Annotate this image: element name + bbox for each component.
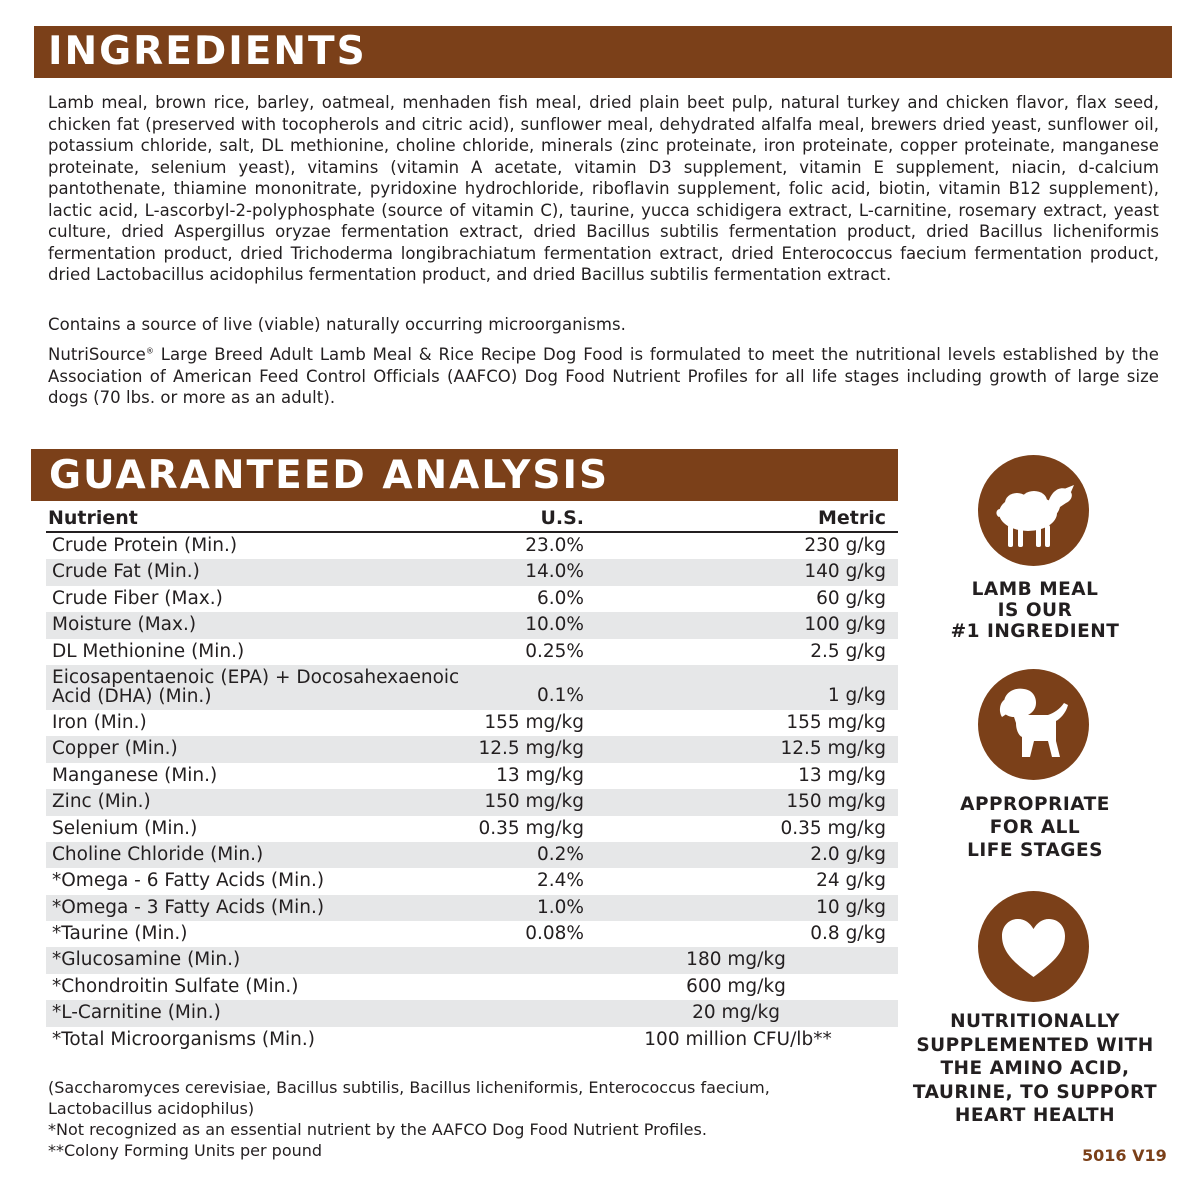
table-row [46, 710, 898, 736]
nutrient-name: Iron (Min.) [52, 711, 147, 733]
table-row [46, 789, 898, 815]
metric-value: 150 mg/kg [786, 791, 886, 813]
caption-line: THE AMINO ACID, [940, 1058, 1130, 1079]
nutrient-name: Moisture (Max.) [52, 614, 197, 636]
us-value: 23.0% [525, 535, 584, 556]
table-row [46, 586, 898, 612]
table-row [46, 921, 898, 947]
table-row [46, 559, 898, 585]
heart-icon [978, 891, 1089, 1002]
metric-value: 100 g/kg [804, 614, 886, 636]
nutrient-name: *Omega - 6 Fatty Acids (Min.) [52, 870, 325, 892]
us-value: 12.5 mg/kg [478, 738, 584, 760]
table-row [46, 974, 898, 1000]
combined-value: 600 mg/kg [686, 975, 786, 997]
us-value: 150 mg/kg [484, 791, 584, 813]
nutrient-name: DL Methionine (Min.) [52, 640, 245, 662]
metric-value: 155 mg/kg [786, 711, 886, 733]
table-row [46, 1027, 898, 1053]
aafco-statement-text: Large Breed Adult Lamb Meal & Rice Recipe Dog Food is formulated to meet the nutritional levels established by the Association of American Feed Control Officials (AAFCO) Dog Food Nutrient Profiles for all life stages including growth of large size dogs (70 lbs. or more as an adult). [48, 345, 1159, 407]
us-value: 0.25% [525, 640, 584, 662]
metric-value: 0.8 g/kg [810, 923, 886, 945]
nutrient-name: Crude Protein (Min.) [52, 535, 238, 556]
nutrient-name: Crude Fat (Min.) [52, 561, 200, 583]
metric-value: 1 g/kg [827, 684, 886, 706]
metric-value: 10 g/kg [816, 896, 886, 918]
ingredients-list: Lamb meal, brown rice, barley, oatmeal, menhaden fish meal, dried plain beet pulp, natural turkey and chicken flavor, flax seed, chicken fat (preserved with tocopherols and citric acid), sunflower meal, dehydrated alfalfa meal, brewers dried yeast, sunflower oil, potassium chloride, salt, DL methionine, choline chloride, minerals (zinc proteinate, iron proteinate, copper proteinate, manganese proteinate, selenium yeast), vitamins (vitamin A acetate, vitamin D3 supplement, vitamin E supplement, niacin, d-calcium pantothenate, thiamine mononitrate, pyridoxine hydrochloride, riboflavin supplement, folic acid, biotin, vitamin B12 supplement), lactic acid, L-ascorbyl-2-polyphosphate (source of vitamin C), taurine, yucca schidigera extract, L-carnitine, rosemary extract, yeast culture, dried Aspergillus oryzae fermentation extract, dried Bacillus subtilis fermentation product, dried Bacillus licheniformis fermentation product, dried Trichoderma longibrachiatum fermentation extract, dried Enterococcus faecium fermentation product, dried Lactobacillus acidophilus fermentation product, and dried Bacillus subtilis fermentation extract. [48, 93, 1159, 284]
registered-mark: ® [145, 346, 154, 356]
nutrient-name: *Total Microorganisms (Min.) [52, 1028, 315, 1050]
caption-line: NUTRITIONALLY [950, 1011, 1120, 1032]
us-value: 14.0% [525, 561, 584, 583]
header-us: U.S. [540, 507, 584, 529]
table-row [46, 533, 898, 559]
footnote-not-essential: *Not recognized as an essential nutrient by the AAFCO Dog Food Nutrient Profiles. [48, 1120, 707, 1139]
table-row [46, 842, 898, 868]
lamb-badge-caption [910, 579, 1160, 642]
us-value: 0.35 mg/kg [478, 817, 584, 839]
footnote-cfu: **Colony Forming Units per pound [48, 1141, 323, 1160]
table-row [46, 736, 898, 762]
version-code: 5016 V19 [1082, 1146, 1167, 1165]
us-value: 10.0% [525, 614, 584, 636]
combined-value: 180 mg/kg [686, 949, 786, 971]
us-value: 155 mg/kg [484, 711, 584, 733]
caption-line: IS OUR [997, 600, 1073, 621]
table-row [46, 947, 898, 973]
metric-value: 2.0 g/kg [810, 843, 886, 865]
nutrient-name: Selenium (Min.) [52, 817, 198, 839]
table-row [46, 1000, 898, 1026]
nutrient-name: Choline Chloride (Min.) [52, 843, 264, 865]
footnote-microorganisms: (Saccharomyces cerevisiae, Bacillus subtilis, Bacillus licheniformis, Enterococcus faecium, Lactobacillus acidophilus) [48, 1078, 770, 1118]
metric-value: 13 mg/kg [798, 764, 886, 786]
us-value: 13 mg/kg [496, 764, 584, 786]
table-row [46, 868, 898, 894]
nutrient-name: Eicosapentaenoic (EPA) + Docosahexaenoic Acid (DHA) (Min.) [52, 666, 460, 707]
live-culture-note: Contains a source of live (viable) naturally occurring microorganisms. [48, 315, 626, 334]
table-row [46, 612, 898, 638]
metric-value: 2.5 g/kg [810, 640, 886, 662]
us-value: 0.08% [525, 923, 584, 945]
footnotes [48, 1077, 878, 1161]
ingredients-banner [34, 26, 1172, 78]
guaranteed-analysis-heading: GUARANTEED ANALYSIS [49, 453, 610, 498]
nutrient-name: *Taurine (Min.) [52, 923, 188, 945]
caption-line: TAURINE, TO SUPPORT [912, 1081, 1158, 1103]
caption-line: LIFE STAGES [967, 840, 1103, 861]
nutrient-name: Manganese (Min.) [52, 764, 218, 786]
caption-line: #1 INGREDIENT [950, 621, 1120, 642]
header-metric: Metric [817, 507, 886, 529]
nutrient-name: *Chondroitin Sulfate (Min.) [52, 975, 299, 997]
metric-value: 230 g/kg [804, 535, 886, 556]
sheep-icon [978, 455, 1089, 566]
us-value: 0.2% [537, 843, 584, 865]
table-row [46, 895, 898, 921]
nutrient-name: *Omega - 3 Fatty Acids (Min.) [52, 896, 325, 918]
dog-badge [978, 669, 1089, 780]
lamb-badge [978, 455, 1089, 566]
caption-line: APPROPRIATE [960, 794, 1110, 815]
caption-line: FOR ALL [989, 817, 1081, 838]
nutrient-name: Copper (Min.) [52, 738, 178, 760]
us-value: 6.0% [537, 587, 584, 609]
dog-icon [978, 669, 1089, 780]
table-row [46, 816, 898, 842]
table-row [46, 639, 898, 665]
caption-line: HEART HEALTH [954, 1105, 1116, 1126]
table-row [46, 763, 898, 789]
us-value: 2.4% [537, 870, 584, 892]
nutrient-name: *Glucosamine (Min.) [52, 949, 241, 971]
guaranteed-analysis-banner [31, 449, 898, 501]
metric-value: 60 g/kg [816, 587, 886, 609]
caption-line: SUPPLEMENTED WITH [916, 1034, 1154, 1056]
heart-badge [978, 891, 1089, 1002]
table-row [46, 665, 898, 710]
caption-line: LAMB MEAL [971, 579, 1099, 600]
us-value: 1.0% [537, 896, 584, 918]
aafco-statement [48, 344, 1159, 409]
metric-value: 24 g/kg [816, 870, 886, 892]
us-value: 0.1% [537, 684, 584, 706]
table-header [46, 506, 898, 533]
metric-value: 140 g/kg [804, 561, 886, 583]
combined-value: 20 mg/kg [692, 1002, 780, 1024]
nutrient-name: *L-Carnitine (Min.) [52, 1002, 221, 1024]
header-nutrient: Nutrient [48, 507, 138, 529]
metric-value: 12.5 mg/kg [780, 738, 886, 760]
nutrient-name: Zinc (Min.) [52, 791, 151, 813]
combined-value: 100 million CFU/lb** [644, 1028, 832, 1050]
heart-badge-caption [910, 1010, 1160, 1128]
guaranteed-analysis-table [46, 506, 898, 1053]
metric-value: 0.35 mg/kg [780, 817, 886, 839]
brand-name: NutriSource [48, 345, 146, 364]
nutrient-name: Crude Fiber (Max.) [52, 587, 223, 609]
table-body [46, 533, 898, 1053]
ingredients-heading: INGREDIENTS [48, 29, 367, 74]
dog-badge-caption [910, 793, 1160, 862]
